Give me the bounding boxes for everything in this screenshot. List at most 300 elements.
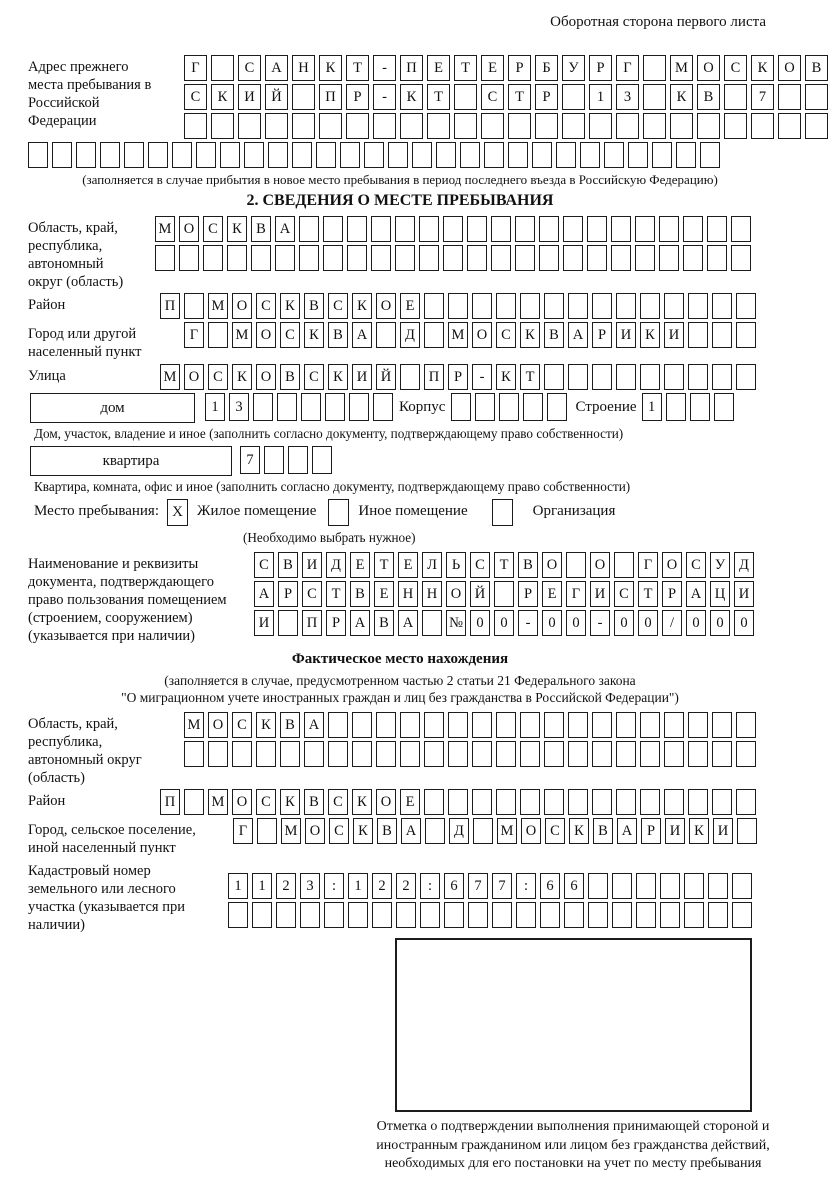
- char-box: [388, 142, 408, 168]
- char-box: [539, 216, 559, 242]
- char-box: Б: [535, 55, 558, 81]
- char-box: [566, 552, 586, 578]
- char-box: [664, 364, 684, 390]
- char-box: [676, 142, 696, 168]
- char-box: О: [446, 581, 466, 607]
- char-box: [265, 113, 288, 139]
- char-box: -: [590, 610, 610, 636]
- char-box: Р: [589, 55, 612, 81]
- char-box: [364, 142, 384, 168]
- char-box: А: [275, 216, 295, 242]
- char-box: [491, 245, 511, 271]
- stay-type-row: [28, 499, 772, 526]
- char-box: О: [179, 216, 199, 242]
- char-box: 0: [494, 610, 514, 636]
- char-box: Й: [265, 84, 288, 110]
- char-box: [520, 712, 540, 738]
- char-box: [492, 902, 512, 928]
- char-box: [515, 245, 535, 271]
- char-box: [697, 113, 720, 139]
- char-box: [724, 84, 747, 110]
- char-box: С: [238, 55, 261, 81]
- char-box: [616, 364, 636, 390]
- char-box: 6: [444, 873, 464, 899]
- char-box: [635, 216, 655, 242]
- char-box: [732, 902, 752, 928]
- char-box: [76, 142, 96, 168]
- char-box: [253, 393, 273, 421]
- char-box: [304, 741, 324, 767]
- char-box: И: [713, 818, 733, 844]
- char-box: [227, 245, 247, 271]
- char-box: [588, 873, 608, 899]
- char-box: К: [670, 84, 693, 110]
- char-box: [419, 216, 439, 242]
- char-box: [268, 142, 288, 168]
- char-box: [568, 364, 588, 390]
- char-row: [254, 552, 754, 578]
- char-box: [547, 393, 567, 421]
- char-box: [708, 873, 728, 899]
- house-number-cells: [205, 393, 393, 421]
- char-box: В: [280, 364, 300, 390]
- char-box: Т: [374, 552, 394, 578]
- char-box: 6: [564, 873, 584, 899]
- char-box: [616, 293, 636, 319]
- char-box: [688, 741, 708, 767]
- char-box: [292, 84, 315, 110]
- char-box: [636, 902, 656, 928]
- char-box: 1: [348, 873, 368, 899]
- cadastral-label: Кадастровый номер земельного или лесного участка (указывается при наличии): [28, 863, 185, 933]
- char-box: -: [373, 84, 396, 110]
- checkbox-residential: X: [167, 499, 188, 526]
- char-box: А: [254, 581, 274, 607]
- char-row: [155, 245, 751, 271]
- char-box: Г: [566, 581, 586, 607]
- char-box: [778, 84, 801, 110]
- char-box: [319, 113, 342, 139]
- char-box: Г: [616, 55, 639, 81]
- char-box: И: [590, 581, 610, 607]
- char-box: [568, 741, 588, 767]
- apartment-box-label: квартира: [30, 446, 232, 476]
- char-box: [323, 245, 343, 271]
- char-box: В: [377, 818, 397, 844]
- char-box: 1: [589, 84, 612, 110]
- char-box: [714, 393, 734, 421]
- stay-type-note: (Необходимо выбрать нужное): [243, 530, 416, 545]
- char-row: [233, 818, 757, 844]
- char-box: [520, 789, 540, 815]
- char-box: 3: [616, 84, 639, 110]
- char-box: М: [184, 712, 204, 738]
- char-box: [220, 142, 240, 168]
- char-box: [544, 712, 564, 738]
- char-box: О: [232, 293, 252, 319]
- char-box: 1: [228, 873, 248, 899]
- char-box: [604, 142, 624, 168]
- char-box: [496, 741, 516, 767]
- char-row: [228, 902, 752, 928]
- char-box: [736, 789, 756, 815]
- cadastral-field: [28, 859, 772, 934]
- char-box: В: [278, 552, 298, 578]
- char-box: [562, 84, 585, 110]
- char-box: [640, 293, 660, 319]
- char-box: [280, 741, 300, 767]
- char-box: [448, 789, 468, 815]
- char-box: [589, 113, 612, 139]
- char-box: [611, 245, 631, 271]
- char-box: [616, 741, 636, 767]
- char-box: Н: [398, 581, 418, 607]
- char-box: [652, 142, 672, 168]
- char-box: [184, 741, 204, 767]
- char-box: С: [545, 818, 565, 844]
- char-box: П: [160, 293, 180, 319]
- char-box: [683, 245, 703, 271]
- char-box: :: [420, 873, 440, 899]
- char-box: [422, 610, 442, 636]
- char-box: [616, 789, 636, 815]
- char-box: [563, 216, 583, 242]
- char-box: П: [319, 84, 342, 110]
- char-box: [420, 902, 440, 928]
- char-box: [612, 902, 632, 928]
- char-box: [373, 393, 393, 421]
- actual-location-caption-1: (заполняется в случае, предусмотренном частью 2 статьи 21 Федерального закона: [164, 673, 636, 688]
- char-box: 7: [468, 873, 488, 899]
- char-box: [211, 55, 234, 81]
- char-box: 2: [372, 873, 392, 899]
- char-box: [640, 712, 660, 738]
- char-box: [491, 216, 511, 242]
- char-box: К: [352, 293, 372, 319]
- char-box: [805, 113, 828, 139]
- char-box: [496, 293, 516, 319]
- char-box: М: [497, 818, 517, 844]
- char-box: [523, 393, 543, 421]
- char-box: Р: [518, 581, 538, 607]
- char-box: Е: [427, 55, 450, 81]
- char-box: [346, 113, 369, 139]
- char-box: Р: [346, 84, 369, 110]
- char-box: [28, 142, 48, 168]
- char-box: [515, 216, 535, 242]
- char-box: [257, 818, 277, 844]
- char-box: К: [352, 789, 372, 815]
- char-box: [540, 902, 560, 928]
- char-box: [736, 293, 756, 319]
- char-box: [532, 142, 552, 168]
- char-box: Д: [400, 322, 420, 348]
- char-row: [155, 216, 751, 242]
- char-row: [160, 364, 756, 390]
- char-box: К: [256, 712, 276, 738]
- char-box: [724, 113, 747, 139]
- char-box: [712, 364, 732, 390]
- char-box: [325, 393, 345, 421]
- char-box: Т: [326, 581, 346, 607]
- char-box: 1: [205, 393, 225, 421]
- stroenie-label: Строение: [575, 399, 637, 415]
- char-row: [184, 712, 756, 738]
- char-box: К: [280, 293, 300, 319]
- char-box: [424, 741, 444, 767]
- char-box: О: [697, 55, 720, 81]
- char-box: К: [689, 818, 709, 844]
- char-box: [472, 293, 492, 319]
- char-box: Е: [481, 55, 504, 81]
- stroenie-cells: [642, 393, 734, 421]
- char-box: 0: [686, 610, 706, 636]
- char-box: [312, 446, 332, 474]
- char-box: 0: [470, 610, 490, 636]
- char-box: К: [328, 364, 348, 390]
- char-box: Р: [535, 84, 558, 110]
- char-box: С: [329, 818, 349, 844]
- char-box: [419, 245, 439, 271]
- char-box: Й: [376, 364, 396, 390]
- char-box: 0: [710, 610, 730, 636]
- char-box: [643, 113, 666, 139]
- char-box: С: [203, 216, 223, 242]
- char-box: [640, 364, 660, 390]
- char-box: [211, 113, 234, 139]
- char-box: [612, 873, 632, 899]
- char-box: [732, 873, 752, 899]
- char-box: Р: [592, 322, 612, 348]
- confirmation-mark-caption: Отметка о подтверждении выполнения принимающей стороной и иностранным гражданином или лицом без гражданства действий, необходимых для его постановки на учет по месту пребывания: [376, 1119, 770, 1171]
- char-box: 0: [566, 610, 586, 636]
- char-row: [160, 293, 756, 319]
- char-box: [520, 741, 540, 767]
- char-box: К: [520, 322, 540, 348]
- char-box: [684, 902, 704, 928]
- char-box: О: [521, 818, 541, 844]
- char-box: М: [208, 789, 228, 815]
- district-field: [28, 293, 772, 319]
- char-box: Т: [346, 55, 369, 81]
- actual-region-label: Область, край, республика, автономный округ (область): [28, 716, 142, 786]
- char-box: А: [265, 55, 288, 81]
- char-box: [376, 712, 396, 738]
- char-box: [700, 142, 720, 168]
- char-box: №: [446, 610, 466, 636]
- char-box: [563, 245, 583, 271]
- actual-district-label: Район: [28, 793, 66, 809]
- char-box: [592, 293, 612, 319]
- char-box: И: [302, 552, 322, 578]
- char-box: К: [232, 364, 252, 390]
- char-box: И: [238, 84, 261, 110]
- char-box: [475, 393, 495, 421]
- char-row: [184, 741, 756, 767]
- char-box: [148, 142, 168, 168]
- char-box: [100, 142, 120, 168]
- district-label: Район: [28, 297, 66, 313]
- char-box: [424, 712, 444, 738]
- char-box: [451, 393, 471, 421]
- char-box: О: [256, 364, 276, 390]
- char-box: [472, 741, 492, 767]
- char-box: К: [400, 84, 423, 110]
- char-box: [278, 610, 298, 636]
- char-box: [436, 142, 456, 168]
- char-row: [184, 84, 828, 110]
- char-box: К: [304, 322, 324, 348]
- char-box: [179, 245, 199, 271]
- char-box: С: [304, 364, 324, 390]
- char-box: О: [232, 789, 252, 815]
- char-box: [448, 712, 468, 738]
- char-box: К: [319, 55, 342, 81]
- char-box: 6: [540, 873, 560, 899]
- house-box-label: дом: [30, 393, 195, 423]
- char-box: [340, 142, 360, 168]
- char-box: К: [353, 818, 373, 844]
- char-box: [562, 113, 585, 139]
- char-box: [400, 741, 420, 767]
- char-box: [52, 142, 72, 168]
- char-box: С: [724, 55, 747, 81]
- char-box: Т: [427, 84, 450, 110]
- char-box: [468, 902, 488, 928]
- confirmation-mark-box: [395, 938, 752, 1112]
- char-box: В: [697, 84, 720, 110]
- char-box: [736, 741, 756, 767]
- korpus-cells: [451, 393, 567, 421]
- char-box: Е: [374, 581, 394, 607]
- char-box: О: [376, 789, 396, 815]
- char-box: [666, 393, 686, 421]
- char-box: И: [352, 364, 372, 390]
- street-label: Улица: [28, 368, 66, 384]
- char-box: [751, 113, 774, 139]
- char-box: 0: [614, 610, 634, 636]
- char-box: [683, 216, 703, 242]
- char-box: [371, 216, 391, 242]
- char-box: С: [256, 789, 276, 815]
- char-box: [238, 113, 261, 139]
- char-box: [616, 113, 639, 139]
- char-box: В: [280, 712, 300, 738]
- char-box: [400, 712, 420, 738]
- char-box: [395, 245, 415, 271]
- char-box: А: [401, 818, 421, 844]
- char-box: И: [254, 610, 274, 636]
- house-caption: Дом, участок, владение и иное (заполнить согласно документу, подтверждающему право собственности): [34, 426, 624, 441]
- section2-title: 2. СВЕДЕНИЯ О МЕСТЕ ПРЕБЫВАНИЯ: [246, 192, 554, 209]
- actual-location-title: Фактическое место нахождения: [291, 651, 509, 667]
- char-box: [412, 142, 432, 168]
- char-box: [301, 393, 321, 421]
- char-box: Р: [326, 610, 346, 636]
- char-box: Е: [400, 789, 420, 815]
- char-box: У: [710, 552, 730, 578]
- char-box: [481, 113, 504, 139]
- char-box: [472, 712, 492, 738]
- actual-city-label: Город, сельское поселение, иной населенный пункт: [28, 822, 196, 856]
- char-box: [736, 322, 756, 348]
- char-box: А: [686, 581, 706, 607]
- char-box: [352, 712, 372, 738]
- char-box: [544, 789, 564, 815]
- char-box: [708, 902, 728, 928]
- char-box: [544, 741, 564, 767]
- prev-address-extra-row: [28, 142, 772, 168]
- char-box: [614, 552, 634, 578]
- char-box: Р: [448, 364, 468, 390]
- char-box: [203, 245, 223, 271]
- char-box: [292, 113, 315, 139]
- char-box: [544, 293, 564, 319]
- char-box: С: [481, 84, 504, 110]
- checkbox-organization: [492, 499, 513, 526]
- house-row: [28, 393, 772, 423]
- char-box: [564, 902, 584, 928]
- char-box: [256, 741, 276, 767]
- char-box: С: [328, 293, 348, 319]
- char-box: [670, 113, 693, 139]
- char-box: П: [302, 610, 322, 636]
- char-box: [731, 245, 751, 271]
- char-box: 3: [300, 873, 320, 899]
- char-box: [664, 293, 684, 319]
- char-box: [592, 712, 612, 738]
- char-box: М: [448, 322, 468, 348]
- char-box: С: [184, 84, 207, 110]
- char-box: В: [304, 789, 324, 815]
- char-box: О: [542, 552, 562, 578]
- char-box: [592, 741, 612, 767]
- char-box: [184, 113, 207, 139]
- korpus-label: Корпус: [399, 399, 446, 415]
- city-field: [28, 322, 772, 361]
- char-box: [664, 789, 684, 815]
- char-box: С: [328, 789, 348, 815]
- char-box: [371, 245, 391, 271]
- char-box: [494, 581, 514, 607]
- char-box: [643, 84, 666, 110]
- prev-address-caption: (заполняется в случае прибытия в новое место пребывания в период последнего въезда в Российскую Федерацию): [82, 172, 718, 187]
- char-box: [688, 364, 708, 390]
- region-label: Область, край, республика, автономный округ (область): [28, 220, 124, 290]
- char-box: [472, 789, 492, 815]
- char-box: С: [470, 552, 490, 578]
- char-box: С: [254, 552, 274, 578]
- char-box: В: [251, 216, 271, 242]
- char-box: Р: [662, 581, 682, 607]
- char-box: [684, 873, 704, 899]
- char-box: М: [232, 322, 252, 348]
- char-box: В: [518, 552, 538, 578]
- char-box: В: [328, 322, 348, 348]
- char-box: [316, 142, 336, 168]
- char-box: [275, 245, 295, 271]
- char-box: В: [544, 322, 564, 348]
- char-box: К: [640, 322, 660, 348]
- char-box: [688, 293, 708, 319]
- char-box: 2: [276, 873, 296, 899]
- char-box: [172, 142, 192, 168]
- char-box: Г: [184, 322, 204, 348]
- char-box: Т: [494, 552, 514, 578]
- char-box: [712, 712, 732, 738]
- char-box: 1: [642, 393, 662, 421]
- char-box: М: [155, 216, 175, 242]
